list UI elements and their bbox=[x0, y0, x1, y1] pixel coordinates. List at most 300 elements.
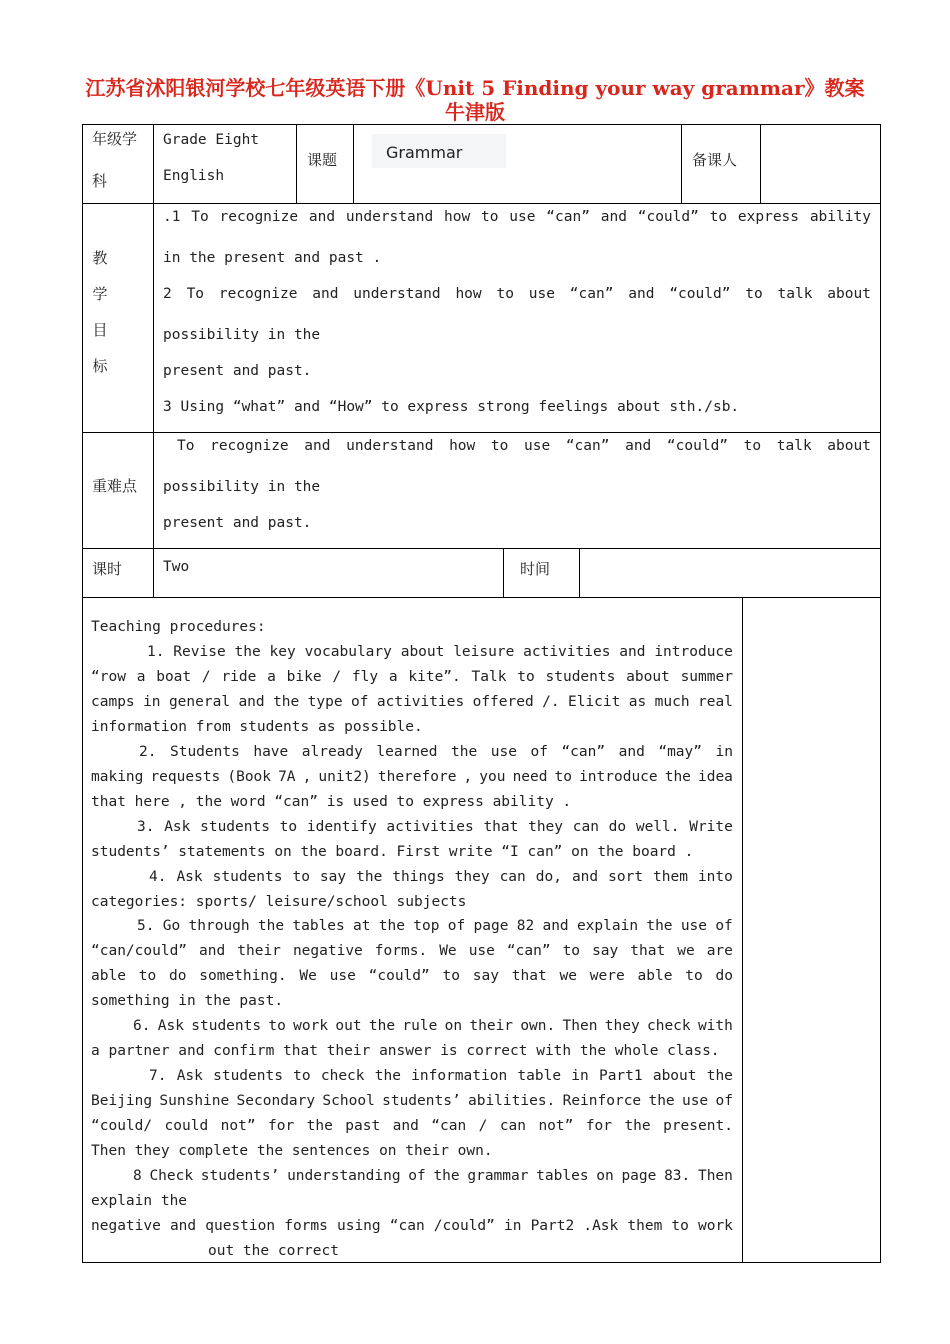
word: to bbox=[490, 438, 509, 454]
word: present. bbox=[663, 1118, 733, 1135]
procedure-line bbox=[91, 943, 733, 959]
procedures-heading: Teaching procedures: bbox=[91, 619, 266, 635]
word: “could/ bbox=[91, 1118, 153, 1135]
word: 1. bbox=[147, 644, 165, 660]
word: activities bbox=[386, 818, 474, 835]
word: abilities. bbox=[467, 1093, 556, 1110]
word: a bbox=[267, 668, 276, 685]
word: To bbox=[186, 286, 205, 302]
word: type bbox=[307, 693, 343, 710]
word: boat bbox=[156, 668, 192, 685]
word: introduce bbox=[579, 768, 658, 785]
word: and bbox=[618, 743, 645, 760]
word: Elicit bbox=[567, 693, 621, 710]
period-label: 课时 bbox=[92, 560, 123, 578]
word: Revise bbox=[173, 644, 226, 660]
word: the bbox=[273, 693, 300, 710]
procedure-line: something in the past. bbox=[91, 993, 284, 1010]
word: page bbox=[621, 1167, 657, 1184]
word: to bbox=[279, 818, 298, 835]
word: idea bbox=[697, 768, 733, 785]
word: use bbox=[680, 918, 708, 935]
word: and bbox=[625, 438, 652, 454]
word: can bbox=[572, 818, 599, 835]
grade-subject-label-cont: 科 bbox=[92, 172, 108, 190]
word: Write bbox=[689, 818, 733, 835]
word: “may” bbox=[658, 743, 702, 760]
objective-line-5: present and past. bbox=[163, 363, 312, 379]
word: recognize bbox=[210, 438, 289, 454]
word: for bbox=[585, 1118, 613, 1135]
word: School bbox=[322, 1093, 375, 1110]
topic-label: 课题 bbox=[307, 151, 338, 169]
period-value: Two bbox=[163, 559, 190, 575]
word: own. bbox=[520, 1018, 556, 1035]
objective-line-6: 3 Using “what” and “How” to express strong feelings about sth./sb. bbox=[163, 399, 740, 415]
word: , bbox=[463, 768, 473, 785]
word: forms. bbox=[374, 943, 428, 960]
word: use bbox=[681, 1093, 709, 1110]
word: 7. bbox=[149, 1068, 167, 1085]
word: ability bbox=[809, 209, 871, 225]
word: .1 bbox=[163, 209, 181, 225]
word: table bbox=[517, 1068, 562, 1085]
word: “can bbox=[431, 1118, 467, 1135]
word: .Ask bbox=[583, 1217, 619, 1234]
objective-line-4: possibility in the bbox=[163, 327, 321, 343]
procedure-line: categories: sports/ leisure/school subjects bbox=[91, 893, 467, 910]
word: a bbox=[136, 668, 146, 685]
word: Sunshine bbox=[159, 1093, 230, 1110]
word: bike bbox=[286, 668, 322, 685]
word: , bbox=[302, 768, 312, 785]
word: and bbox=[600, 209, 627, 225]
word: fly bbox=[351, 668, 379, 685]
word: Ask bbox=[157, 1018, 184, 1035]
word: vocabulary bbox=[304, 644, 392, 660]
procedure-line bbox=[149, 1068, 733, 1084]
procedure-line: out the correct bbox=[208, 1242, 339, 1259]
word: at bbox=[353, 918, 371, 935]
word: tables bbox=[536, 1167, 589, 1184]
word: we bbox=[559, 968, 577, 985]
word: something. bbox=[199, 968, 287, 985]
word: question bbox=[205, 1217, 276, 1234]
word: use bbox=[329, 968, 356, 985]
word: the bbox=[451, 743, 478, 760]
word: the bbox=[624, 1118, 651, 1135]
word: to bbox=[481, 209, 499, 225]
word: explain bbox=[576, 918, 639, 935]
word: sort bbox=[608, 868, 644, 885]
key-points-line-1 bbox=[177, 438, 871, 454]
word: to bbox=[138, 968, 157, 985]
word: and bbox=[238, 693, 265, 710]
word: are bbox=[706, 943, 733, 960]
word: work bbox=[697, 1217, 733, 1234]
word: the bbox=[374, 1068, 401, 1085]
word: able bbox=[637, 968, 673, 985]
document-title: 江苏省沭阳银河学校七年级英语下册《Unit 5 Finding your way grammar》教案 bbox=[85, 76, 865, 100]
word: Reinforce bbox=[562, 1093, 642, 1110]
word: their bbox=[237, 943, 281, 960]
subject-value: English bbox=[163, 168, 225, 184]
time-label: 时间 bbox=[520, 560, 551, 578]
word: about bbox=[652, 1068, 697, 1085]
word: negative bbox=[91, 1217, 161, 1234]
word: to bbox=[517, 668, 535, 685]
word: could bbox=[164, 1118, 209, 1135]
word: not” bbox=[220, 1118, 256, 1135]
word: top bbox=[413, 918, 440, 935]
procedure-line bbox=[91, 769, 733, 785]
word: to bbox=[442, 968, 460, 985]
procedure-line: Then they complete the sentences on their own. bbox=[91, 1143, 493, 1159]
word: and bbox=[312, 286, 339, 302]
word: about bbox=[827, 286, 871, 302]
word: into bbox=[697, 868, 733, 885]
word: to bbox=[496, 286, 514, 302]
procedure-line: explain the bbox=[91, 1192, 188, 1209]
word: check bbox=[320, 1068, 365, 1085]
word: students’ bbox=[200, 1167, 280, 1184]
word: say bbox=[592, 943, 619, 960]
word: in bbox=[715, 743, 733, 760]
word: and bbox=[628, 286, 655, 302]
word: say bbox=[472, 968, 499, 985]
word: in bbox=[504, 1217, 522, 1234]
procedure-line bbox=[147, 644, 733, 660]
word: and bbox=[199, 943, 226, 960]
word: their bbox=[469, 1018, 514, 1035]
word: need bbox=[512, 768, 548, 785]
word: information bbox=[411, 1068, 508, 1085]
word: understand bbox=[346, 438, 434, 454]
word: “row bbox=[91, 668, 126, 685]
objectives-label: 教 学 目 标 bbox=[92, 249, 108, 375]
procedure-line bbox=[91, 1118, 733, 1134]
key-points-line-2: possibility in the bbox=[163, 479, 321, 495]
procedure-line bbox=[91, 1093, 733, 1109]
word: already bbox=[301, 743, 363, 760]
word: forms bbox=[284, 1217, 328, 1234]
word: can bbox=[499, 1118, 527, 1135]
procedure-line bbox=[133, 1168, 733, 1184]
word: to bbox=[293, 1068, 311, 1085]
word: Part2 bbox=[530, 1217, 575, 1234]
word: the bbox=[646, 918, 673, 935]
word: / bbox=[201, 668, 211, 685]
word: and bbox=[392, 1118, 419, 1135]
word: the bbox=[257, 918, 285, 935]
word: and bbox=[619, 644, 646, 660]
word: learned bbox=[376, 743, 438, 760]
procedure-line bbox=[133, 1018, 733, 1034]
word: students bbox=[213, 1068, 283, 1085]
word: using bbox=[336, 1217, 381, 1234]
word: to bbox=[562, 943, 581, 960]
word: requests bbox=[150, 768, 221, 785]
word: of bbox=[530, 743, 548, 760]
objective-line-3 bbox=[163, 286, 871, 302]
grade-subject-label: 年级学 bbox=[92, 130, 138, 148]
procedure-line bbox=[91, 694, 733, 710]
word: “can” bbox=[546, 209, 590, 225]
word: in bbox=[571, 1068, 589, 1085]
word: and bbox=[571, 868, 599, 885]
word: to bbox=[268, 1018, 286, 1035]
word: to bbox=[709, 209, 728, 225]
word: 2. bbox=[139, 743, 157, 760]
word: on bbox=[596, 1167, 614, 1184]
word: say bbox=[319, 868, 347, 885]
word: the bbox=[356, 868, 383, 885]
word: Go bbox=[162, 918, 181, 935]
word: unit2) bbox=[318, 768, 371, 785]
word: “could” bbox=[669, 286, 731, 302]
word: a bbox=[388, 668, 398, 685]
word: Part1 bbox=[598, 1068, 643, 1085]
word: key bbox=[269, 644, 296, 660]
word: have bbox=[253, 743, 289, 760]
word: / bbox=[478, 1118, 488, 1135]
word: of bbox=[447, 918, 466, 935]
word: negative bbox=[292, 943, 363, 960]
word: you bbox=[479, 768, 506, 785]
word: rule bbox=[402, 1018, 438, 1035]
procedure-line bbox=[149, 869, 733, 885]
word: /could” bbox=[433, 1217, 495, 1234]
word: students bbox=[191, 1018, 262, 1035]
word: they bbox=[528, 818, 564, 835]
word: do bbox=[608, 818, 627, 835]
word: Ask bbox=[176, 868, 203, 885]
word: the bbox=[306, 1118, 333, 1135]
word: “can/could” bbox=[91, 943, 188, 960]
word: 83. bbox=[664, 1167, 691, 1184]
word: use bbox=[468, 943, 495, 960]
word: to bbox=[685, 968, 703, 985]
word: “can” bbox=[506, 943, 551, 960]
word: students bbox=[200, 818, 270, 835]
word: students bbox=[212, 868, 283, 885]
word: do, bbox=[535, 868, 562, 885]
word: making bbox=[91, 768, 144, 785]
word: Then bbox=[697, 1167, 733, 1184]
word: they bbox=[604, 1018, 640, 1035]
word: to bbox=[743, 438, 762, 454]
word: the bbox=[433, 1167, 460, 1184]
grade-value: Grade Eight bbox=[163, 132, 260, 148]
word: past bbox=[345, 1118, 381, 1135]
topic-value: Grammar bbox=[386, 143, 463, 162]
preparer-label: 备课人 bbox=[692, 151, 738, 169]
word: to bbox=[671, 1217, 689, 1234]
word: and bbox=[542, 918, 569, 935]
word: Check bbox=[149, 1167, 194, 1184]
word: do bbox=[168, 968, 187, 985]
word: /. bbox=[542, 693, 560, 710]
word: not” bbox=[538, 1118, 574, 1135]
word: and bbox=[169, 1217, 197, 1234]
procedure-line bbox=[91, 1218, 733, 1234]
word: summer bbox=[680, 668, 733, 685]
word: We bbox=[439, 943, 457, 960]
word: how bbox=[444, 209, 471, 225]
word: Ask bbox=[176, 1068, 203, 1085]
word: use bbox=[528, 286, 555, 302]
word: 82 bbox=[516, 918, 535, 935]
word: “could” bbox=[368, 968, 430, 985]
word: out bbox=[335, 1018, 362, 1035]
word: kite”. bbox=[408, 668, 461, 685]
word: “can bbox=[389, 1217, 425, 1234]
word: of bbox=[715, 1093, 733, 1110]
word: through bbox=[188, 918, 250, 935]
word: about bbox=[626, 668, 670, 685]
word: 5. bbox=[137, 918, 155, 935]
word: them bbox=[627, 1217, 663, 1234]
word: talk bbox=[777, 286, 813, 302]
word: that bbox=[511, 968, 547, 985]
word: the bbox=[378, 918, 405, 935]
word: of bbox=[351, 693, 369, 710]
word: leisure bbox=[453, 644, 515, 660]
word: and bbox=[308, 209, 336, 225]
word: of bbox=[715, 918, 733, 935]
word: use bbox=[523, 438, 551, 454]
word: to bbox=[554, 768, 573, 785]
word: real bbox=[697, 693, 733, 710]
word: on bbox=[444, 1018, 463, 1035]
word: that bbox=[483, 818, 519, 835]
word: were bbox=[589, 968, 625, 985]
word: check bbox=[646, 1018, 691, 1035]
procedure-line bbox=[139, 744, 733, 760]
word: the bbox=[664, 768, 691, 785]
word: 8 bbox=[133, 1167, 142, 1184]
word: identify bbox=[306, 818, 377, 835]
word: ride bbox=[221, 668, 257, 685]
procedure-line bbox=[137, 918, 733, 934]
word: To bbox=[191, 209, 209, 225]
procedure-line: a partner and confirm that their answer is correct with the whole class. bbox=[91, 1043, 720, 1060]
word: and bbox=[304, 438, 331, 454]
word: 4. bbox=[149, 868, 167, 885]
word: about bbox=[827, 438, 871, 454]
word: recognize bbox=[219, 209, 299, 225]
word: understand bbox=[353, 286, 441, 302]
word: students’ bbox=[382, 1093, 461, 1110]
word: therefore bbox=[377, 768, 457, 785]
word: We bbox=[299, 968, 317, 985]
word: use bbox=[509, 209, 536, 225]
procedure-line bbox=[137, 819, 733, 835]
word: about bbox=[400, 644, 445, 660]
word: offered bbox=[472, 693, 534, 710]
word: Beijing bbox=[91, 1093, 153, 1110]
word: of bbox=[408, 1167, 426, 1184]
word: Students bbox=[169, 743, 240, 760]
word: work bbox=[293, 1018, 329, 1035]
word: grammar bbox=[467, 1167, 529, 1184]
word: (Book bbox=[227, 768, 272, 785]
word: use bbox=[490, 743, 517, 760]
word: / bbox=[332, 668, 342, 685]
word: “can” bbox=[565, 438, 610, 454]
word: talk bbox=[776, 438, 812, 454]
word: with bbox=[697, 1018, 733, 1035]
word: to bbox=[745, 286, 763, 302]
objective-line-1 bbox=[163, 209, 871, 225]
word: recognize bbox=[218, 286, 298, 302]
word: to bbox=[292, 868, 310, 885]
word: “could” bbox=[637, 209, 699, 225]
word: that bbox=[630, 943, 666, 960]
word: Talk bbox=[471, 668, 507, 685]
word: activities bbox=[376, 693, 465, 710]
word: the bbox=[368, 1018, 396, 1035]
word: how bbox=[455, 286, 482, 302]
word: 6. bbox=[133, 1018, 151, 1035]
word: 3. bbox=[137, 818, 155, 835]
procedure-line bbox=[91, 669, 733, 685]
word: camps bbox=[91, 693, 135, 710]
word: understanding bbox=[287, 1167, 401, 1184]
word: “could” bbox=[666, 438, 729, 454]
document-subtitle: 牛津版 bbox=[445, 100, 505, 124]
word: 2 bbox=[163, 286, 172, 302]
word: much bbox=[654, 693, 690, 710]
word: can bbox=[499, 868, 526, 885]
word: Secondary bbox=[236, 1093, 316, 1110]
word: they bbox=[454, 868, 490, 885]
word: in bbox=[143, 693, 161, 710]
word: we bbox=[677, 943, 695, 960]
word: the bbox=[706, 1068, 733, 1085]
word: express bbox=[737, 209, 800, 225]
procedure-line: students’ statements on the board. First write “I can” on the board . bbox=[91, 843, 694, 860]
word: for bbox=[268, 1118, 295, 1135]
procedure-line bbox=[91, 968, 733, 984]
word: the bbox=[234, 644, 261, 660]
word: tables bbox=[292, 918, 345, 935]
word: page bbox=[473, 918, 509, 935]
word: “can” bbox=[569, 286, 614, 302]
key-points-label: 重难点 bbox=[92, 477, 138, 495]
procedure-line: information from students as possible. bbox=[91, 718, 423, 735]
word: the bbox=[648, 1093, 675, 1110]
word: able bbox=[91, 968, 126, 985]
word: 7A bbox=[278, 768, 296, 785]
word: To bbox=[177, 438, 195, 454]
word: students bbox=[545, 668, 616, 685]
procedure-line: that here , the word “can” is used to express ability . bbox=[91, 793, 572, 810]
word: activities bbox=[523, 644, 611, 660]
word: Ask bbox=[164, 818, 191, 835]
word: well. bbox=[635, 818, 680, 835]
word: how bbox=[449, 438, 476, 454]
word: do bbox=[715, 968, 733, 985]
word: Then bbox=[562, 1018, 598, 1035]
word: “can” bbox=[561, 743, 606, 760]
word: understand bbox=[345, 209, 434, 225]
key-points-line-3: present and past. bbox=[163, 515, 312, 531]
word: things bbox=[392, 868, 445, 885]
objective-line-2: in the present and past . bbox=[163, 250, 382, 266]
word: general bbox=[168, 693, 231, 710]
word: them bbox=[653, 868, 688, 885]
